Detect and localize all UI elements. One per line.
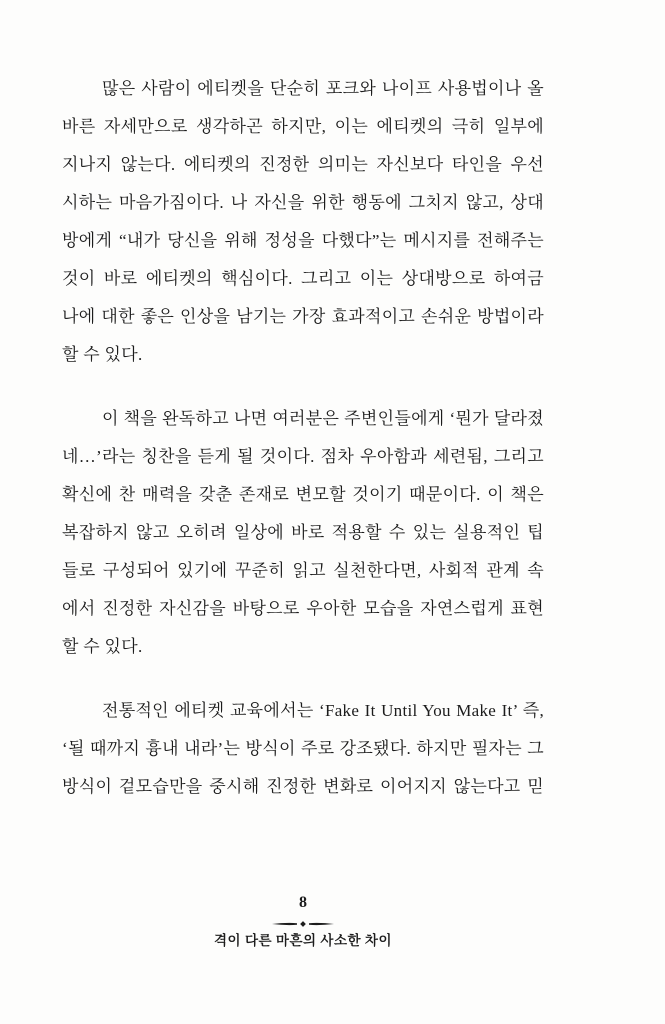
text-line: 많은 사람이 에티켓을 단순히 포크와 나이프 사용법이나 올 — [102, 79, 544, 98]
text-line: 복잡하지 않고 오히려 일상에 바로 적용할 수 있는 실용적인 팁 — [62, 523, 544, 542]
text-line: 네…’라는 칭찬을 듣게 될 것이다. 점차 우아함과 세련됨, 그리고 — [62, 447, 544, 466]
page-footer — [62, 893, 544, 950]
text-line: 방에게 “내가 당신을 위해 정성을 다했다”는 메시지를 전해주는 — [62, 231, 544, 250]
text-line: 것이 바로 에티켓의 핵심이다. 그리고 이는 상대방으로 하여금 — [62, 269, 544, 288]
text-line: 에서 진정한 자신감을 바탕으로 우아한 모습을 자연스럽게 표현 — [62, 599, 544, 618]
book-title: 격이 다른 마흔의 사소한 차이 — [214, 933, 392, 948]
footer-ornament-icon — [272, 919, 334, 929]
text-line: 할 수 있다. — [62, 637, 143, 656]
text-line: 나에 대한 좋은 인상을 남기는 가장 효과적이고 손쉬운 방법이라 — [62, 307, 544, 326]
paragraph — [62, 400, 544, 666]
paragraph — [62, 70, 544, 374]
text-line: 이 책을 완독하고 나면 여러분은 주변인들에게 ‘뭔가 달라졌 — [102, 409, 544, 428]
text-line: 지나지 않는다. 에티켓의 진정한 의미는 자신보다 타인을 우선 — [62, 155, 544, 174]
paragraph — [62, 692, 544, 806]
page-text-block — [62, 70, 544, 832]
text-line: 할 수 있다. — [62, 345, 143, 364]
text-line: 방식이 겉모습만을 중시해 진정한 변화로 이어지지 않는다고 믿 — [62, 777, 544, 796]
text-line: 시하는 마음가짐이다. 나 자신을 위한 행동에 그치지 않고, 상대 — [62, 193, 544, 212]
text-line: 전통적인 에티켓 교육에서는 ‘Fake It Until You Make It’ 즉, — [102, 701, 544, 720]
text-line: 바른 자세만으로 생각하곤 하지만, 이는 에티켓의 극히 일부에 — [62, 117, 544, 136]
page-number: 8 — [299, 894, 307, 911]
text-line: ‘될 때까지 흉내 내라’는 방식이 주로 강조됐다. 하지만 필자는 그 — [62, 739, 544, 758]
text-line: 확신에 찬 매력을 갖춘 존재로 변모할 것이기 때문이다. 이 책은 — [62, 485, 544, 504]
text-line: 들로 구성되어 있기에 꾸준히 읽고 실천한다면, 사회적 관계 속 — [62, 561, 544, 580]
